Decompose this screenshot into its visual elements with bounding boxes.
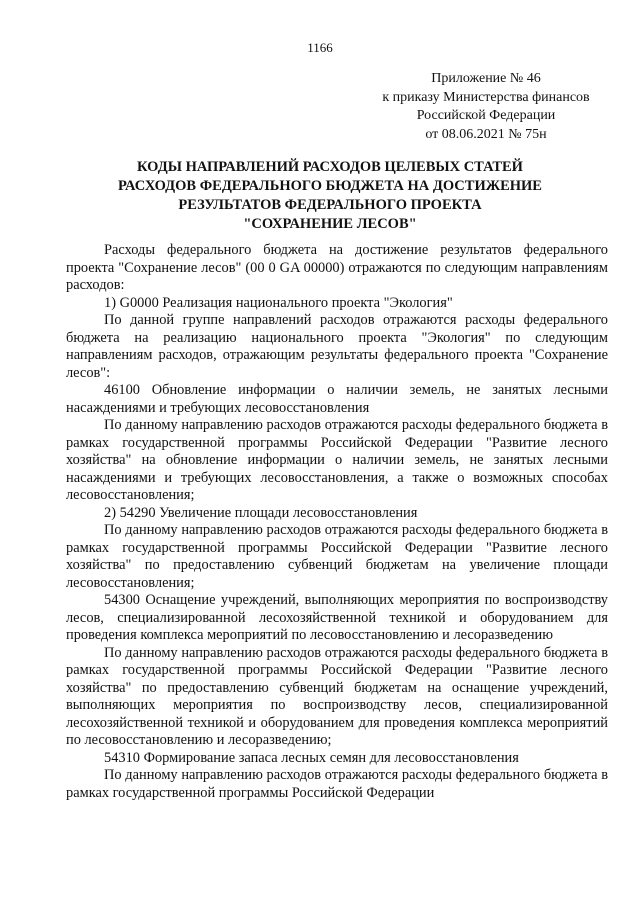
expense-code-heading: 54300 Оснащение учреждений, выполняющих мероприятия по воспроизводству лесов, специализированной лесохозяйственной техникой и оборудованием для проведения комплекса мероприятий по лесовосстановлению и лесоразведению: [66, 592, 608, 643]
expense-code-heading: 54310 Формирование запаса лесных семян для лесовосстановления: [104, 749, 519, 766]
appendix-line: к приказу Министерства финансов: [382, 89, 590, 105]
body-paragraph: По данному направлению расходов отражаются расходы федерального бюджета в рамках государственной программы Российской Федерации: [66, 767, 608, 801]
page-number: 1166: [307, 40, 333, 55]
title-line: "СОХРАНЕНИЕ ЛЕСОВ": [243, 216, 417, 232]
appendix-block: [356, 70, 616, 144]
title-line: РАСХОДОВ ФЕДЕРАЛЬНОГО БЮДЖЕТА НА ДОСТИЖЕНИЕ: [118, 178, 542, 194]
body-paragraph: По данной группе направлений расходов отражаются расходы федерального бюджета на реализацию национального проекта "Экология" по следующим направлениям расходов, отражающим результаты федерального проекта "Сохранение лесов":: [66, 312, 608, 381]
appendix-line: Российской Федерации: [416, 108, 556, 123]
body-paragraph: По данному направлению расходов отражаются расходы федерального бюджета в рамках государственной программы Российской Федерации "Развитие лесного хозяйства" по предоставлению субвенций бюджетам на оснащение учреждений, выполняющих мероприятия по воспроизводству лесов, специализированной лесохозяйственной техникой и оборудованием для проведения комплекса мероприятий по лесовосстановлению и лесоразведению;: [66, 644, 608, 748]
section-heading: 2) 54290 Увеличение площади лесовосстановления: [104, 504, 418, 521]
appendix-line: от 08.06.2021 № 75н: [425, 126, 547, 142]
expense-code-heading: 46100 Обновление информации о наличии земель, не занятых лесными насаждениями и требующих лесовосстановления: [66, 382, 608, 416]
body-paragraph: По данному направлению расходов отражаются расходы федерального бюджета в рамках государственной программы Российской Федерации "Развитие лесного хозяйства" по предоставлению субвенций бюджетам на увеличение площади лесовосстановления;: [66, 522, 608, 591]
title-line: РЕЗУЛЬТАТОВ ФЕДЕРАЛЬНОГО ПРОЕКТА: [178, 197, 482, 213]
body-paragraph: Расходы федерального бюджета на достижение результатов федерального проекта "Сохранение лесов" (00 0 GA 00000) отражаются по следующим направлениям расходов:: [66, 242, 608, 293]
section-heading: 1) G0000 Реализация национального проекта "Экология": [104, 294, 453, 311]
document-body: [66, 242, 608, 802]
document-title: [80, 158, 580, 234]
body-paragraph: По данному направлению расходов отражаются расходы федерального бюджета в рамках государственной программы Российской Федерации "Развитие лесного хозяйства" на обновление информации о наличии земель, не занятых лесными насаждениями и требующих лесовосстановления, а также о возможных способах лесовосстановления;: [66, 417, 608, 503]
title-line: КОДЫ НАПРАВЛЕНИЙ РАСХОДОВ ЦЕЛЕВЫХ СТАТЕЙ: [137, 159, 523, 175]
appendix-line: Приложение № 46: [431, 71, 541, 86]
